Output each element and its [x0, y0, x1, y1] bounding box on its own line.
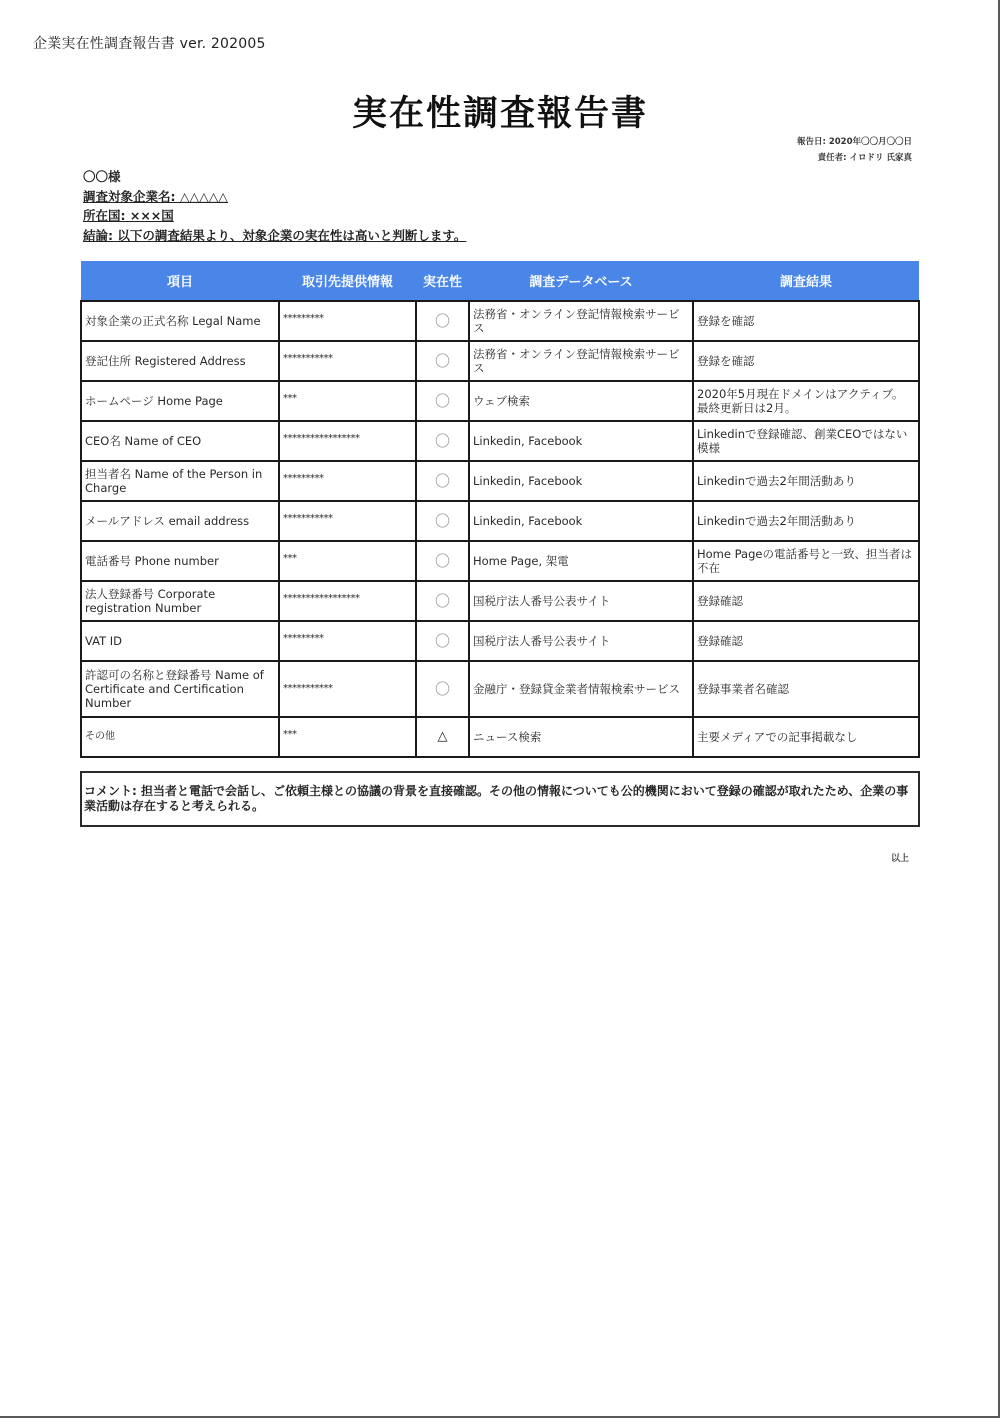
table-row	[81, 661, 919, 717]
header-database: 調査データベース	[469, 261, 693, 301]
existence-circle-icon: 〇	[416, 621, 469, 661]
cell-item: 法人登録番号 Corporate registration Number	[81, 581, 279, 621]
addressee: 〇〇様	[83, 169, 121, 184]
cell-result: 2020年5月現在ドメインはアクティブ。最終更新日は2月。	[693, 381, 919, 421]
header-existence: 実在性	[416, 261, 469, 301]
cell-provided: *********	[279, 301, 416, 341]
table-row	[81, 717, 919, 757]
cell-provided: ***********	[279, 341, 416, 381]
existence-circle-icon: 〇	[416, 661, 469, 717]
cell-database: 国税庁法人番号公表サイト	[469, 621, 693, 661]
cell-provided: *********	[279, 461, 416, 501]
country: 所在国: ×××国	[83, 208, 174, 223]
existence-circle-icon: 〇	[416, 421, 469, 461]
cell-result: 登録事業者名確認	[693, 661, 919, 717]
conclusion: 結論: 以下の調査結果より、対象企業の実在性は高いと判断します。	[83, 227, 467, 243]
table-row	[81, 421, 919, 461]
cell-item: VAT ID	[81, 621, 279, 661]
cell-result: Linkedinで過去2年間活動あり	[693, 501, 919, 541]
cell-item: ホームページ Home Page	[81, 381, 279, 421]
table-row	[81, 581, 919, 621]
existence-circle-icon: 〇	[416, 301, 469, 341]
document-title: 実在性調査報告書	[351, 94, 648, 134]
comment-text: コメント: 担当者と電話で会話し、ご依頼主様との協議の背景を直接確認。その他の情報についても公的機関において登録の確認が取れたため、企業の事業活動は存在すると考えられる。	[84, 784, 909, 813]
cell-provided: ***	[279, 381, 416, 421]
cell-database: Linkedin, Facebook	[469, 461, 693, 501]
existence-circle-icon: 〇	[416, 461, 469, 501]
cell-result: Linkedinで登録確認、創業CEOではない模様	[693, 421, 919, 461]
cell-provided: *****************	[279, 421, 416, 461]
cell-database: 法務省・オンライン登記情報検索サービス	[469, 301, 693, 341]
table-row	[81, 381, 919, 421]
existence-circle-icon: 〇	[416, 501, 469, 541]
cell-item: CEO名 Name of CEO	[81, 421, 279, 461]
cell-provided: ***********	[279, 501, 416, 541]
target-company: 調査対象企業名: △△△△△	[83, 188, 228, 204]
cell-result: 登録確認	[693, 621, 919, 661]
responsible-person: 責任者: イロドリ 氏家真	[817, 153, 912, 163]
table-row	[81, 301, 919, 341]
cell-item: 対象企業の正式名称 Legal Name	[81, 301, 279, 341]
cell-result: 登録を確認	[693, 301, 919, 341]
cell-result: Linkedinで過去2年間活動あり	[693, 461, 919, 501]
table-row	[81, 461, 919, 501]
comment-box	[80, 771, 920, 827]
report-summary	[83, 167, 466, 245]
cell-provided: *****************	[279, 581, 416, 621]
table-header-row	[81, 261, 919, 301]
cell-result: 主要メディアでの記事掲載なし	[693, 717, 919, 757]
cell-item: 許認可の名称と登録番号 Name of Certificate and Certification Number	[81, 661, 279, 717]
table-row	[81, 541, 919, 581]
cell-result: 登録を確認	[693, 341, 919, 381]
header-provided-info: 取引先提供情報	[279, 261, 416, 301]
cell-database: Linkedin, Facebook	[469, 421, 693, 461]
cell-database: 金融庁・登録貸金業者情報検索サービス	[469, 661, 693, 717]
investigation-table	[80, 261, 920, 758]
closing-remark: 以上	[891, 854, 910, 864]
header-item: 項目	[81, 261, 279, 301]
existence-circle-icon: 〇	[416, 381, 469, 421]
cell-database: Home Page, 架電	[469, 541, 693, 581]
table-row	[81, 501, 919, 541]
cell-provided: ***	[279, 717, 416, 757]
cell-database: ウェブ検索	[469, 381, 693, 421]
cell-item: メールアドレス email address	[81, 501, 279, 541]
cell-database: ニュース検索	[469, 717, 693, 757]
cell-provided: ***********	[279, 661, 416, 717]
table-row	[81, 621, 919, 661]
report-meta	[797, 134, 912, 166]
existence-circle-icon: 〇	[416, 341, 469, 381]
document-version-label: 企業実在性調査報告書 ver. 202005	[33, 36, 266, 52]
cell-item: 担当者名 Name of the Person in Charge	[81, 461, 279, 501]
cell-item: 電話番号 Phone number	[81, 541, 279, 581]
report-date: 報告日: 2020年〇〇月〇〇日	[796, 137, 912, 147]
table-row	[81, 341, 919, 381]
cell-database: 法務省・オンライン登記情報検索サービス	[469, 341, 693, 381]
cell-provided: ***	[279, 541, 416, 581]
header-result: 調査結果	[693, 261, 919, 301]
existence-circle-icon: 〇	[416, 541, 469, 581]
cell-item: その他	[81, 717, 279, 757]
cell-result: Home Pageの電話番号と一致、担当者は不在	[693, 541, 919, 581]
cell-database: 国税庁法人番号公表サイト	[469, 581, 693, 621]
cell-result: 登録確認	[693, 581, 919, 621]
cell-database: Linkedin, Facebook	[469, 501, 693, 541]
cell-item: 登記住所 Registered Address	[81, 341, 279, 381]
existence-triangle-icon: △	[416, 717, 469, 757]
cell-provided: *********	[279, 621, 416, 661]
existence-circle-icon: 〇	[416, 581, 469, 621]
